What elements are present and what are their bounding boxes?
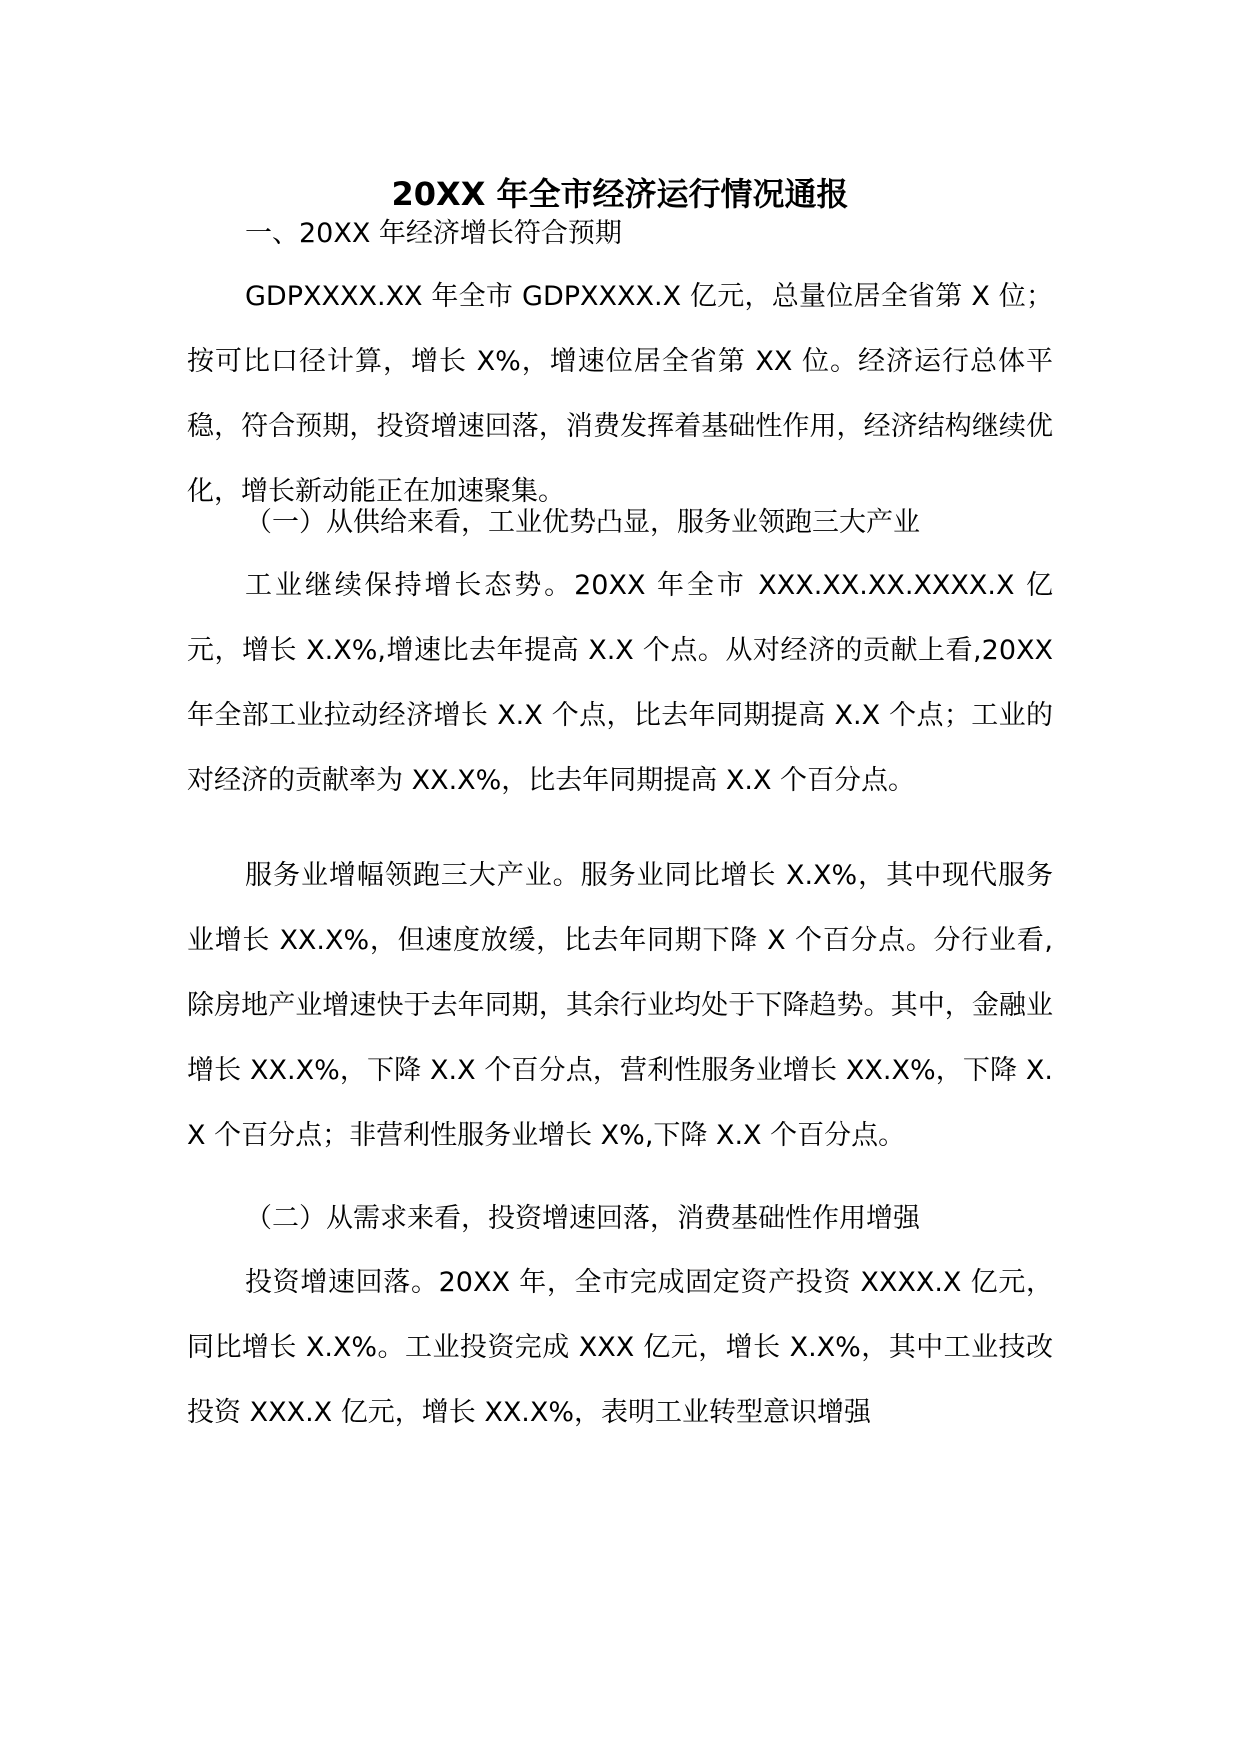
paragraph-services: 服务业增幅领跑三大产业。服务业同比增长 X.X%，其中现代服务业增长 XX.X%，但速度放缓，比去年同期下降 X 个百分点。分行业看,除房地产业增速快于去年同期，其余行业均处于下降趋势。其中，金融业增长 XX.X%，下降 X.X 个百分点，营利性服务业增长 XX.X%，下降 X.X 个百分点；非营利性服务业增长 X%,下降 X.X 个百分点。 — [187, 860, 1053, 1151]
section-heading-1: 一、20XX 年经济增长符合预期 — [245, 218, 622, 249]
subsection-heading-demand: （二）从需求来看，投资增速回落，消费基础性作用增强 — [245, 1203, 920, 1234]
subsection-heading-supply: （一）从供给来看，工业优势凸显，服务业领跑三大产业 — [245, 507, 920, 538]
paragraph-industry: 工业继续保持增长态势。20XX 年全市 XXX.XX.XX.XXXX.X 亿元，增长 X.X%,增速比去年提高 X.X 个点。从对经济的贡献上看,20XX 年全部工业拉动经济增长 X.X 个点，比去年同期提高 X.X 个点；工业的对经济的贡献率为 XX.X%，比去年同期提高 X.X 个百分点。 — [187, 570, 1053, 796]
paragraph-gdp: GDPXXXX.XX 年全市 GDPXXXX.X 亿元，总量位居全省第 X 位；按可比口径计算，增长 X%，增速位居全省第 XX 位。经济运行总体平稳，符合预期，投资增速回落，消费发挥着基础性作用，经济结构继续优化，增长新动能正在加速聚集。 — [187, 281, 1053, 507]
document-title: 20XX 年全市经济运行情况通报 — [391, 175, 849, 213]
paragraph-investment: 投资增速回落。20XX 年，全市完成固定资产投资 XXXX.X 亿元，同比增长 X.X%。工业投资完成 XXX 亿元，增长 X.X%，其中工业技改投资 XXX.X 亿元，增长 XX.X%，表明工业转型意识增强 — [187, 1267, 1053, 1428]
